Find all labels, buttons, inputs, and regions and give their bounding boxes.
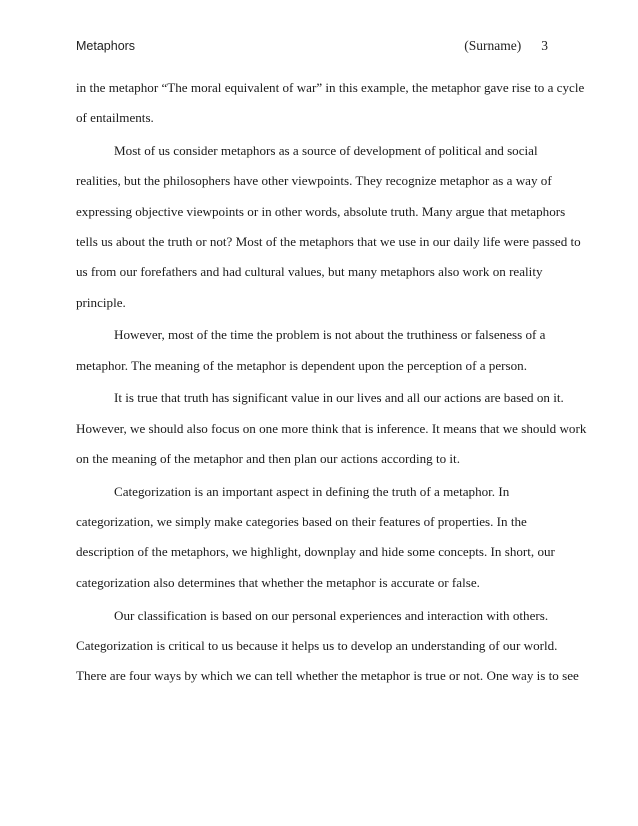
text-line: Categorization is critical to us because it helps us to develop an understanding of our world. (76, 637, 558, 653)
text-line: expressing objective viewpoints or in other words, absolute truth. Many argue that metaphors (76, 203, 566, 219)
paragraph-5 (76, 477, 568, 598)
paragraph-1 (76, 73, 585, 134)
text-line: in the metaphor “The moral equivalent of war” in this example, the metaphor gave rise to a cycle (76, 80, 585, 95)
paragraph-4 (76, 383, 587, 474)
text-line: However, most of the time the problem is not about the truthiness or falseness of a (114, 327, 546, 343)
text-line: There are four ways by which we can tell whether the metaphor is true or not. One way is to see (76, 668, 579, 684)
page-header-right (464, 38, 548, 54)
text-line: description of the metaphors, we highlight, downplay and hide some concepts. In short, our (76, 544, 555, 560)
text-line: categorization, we simply make categories based on their features of properties. In the (76, 514, 527, 530)
surname-label: (Surname) (464, 38, 522, 53)
text-line: Most of us consider metaphors as a source of development of political and social (114, 143, 538, 159)
text-line: realities, but the philosophers have other viewpoints. They recognize metaphor as a way of (76, 173, 552, 189)
text-line: It is true that truth has significant value in our lives and all our actions are based on it. (114, 390, 564, 406)
text-line: on the meaning of the metaphor and then plan our actions according to it. (76, 451, 460, 467)
paragraph-3 (76, 320, 568, 381)
text-line: categorization also determines that whether the metaphor is accurate or false. (76, 574, 480, 590)
paragraph-6 (76, 601, 579, 692)
text-line: of entailments. (76, 110, 154, 126)
text-line: principle. (76, 294, 126, 310)
paragraph-2 (76, 136, 581, 318)
text-line: us from our forefathers and had cultural values, but many metaphors also work on reality (76, 264, 543, 280)
page-number: 3 (541, 38, 548, 53)
text-line: metaphor. The meaning of the metaphor is dependent upon the perception of a person. (76, 357, 527, 373)
running-title: Metaphors (76, 39, 136, 53)
text-line: Our classification is based on our personal experiences and interaction with others. (114, 607, 549, 623)
text-line: Categorization is an important aspect in defining the truth of a metaphor. In (114, 483, 510, 499)
body-text (76, 73, 587, 691)
text-line: tells us about the truth or not? Most of the metaphors that we use in our daily life were passed to (76, 233, 581, 249)
text-line: However, we should also focus on one more think that is inference. It means that we should work (76, 420, 587, 436)
